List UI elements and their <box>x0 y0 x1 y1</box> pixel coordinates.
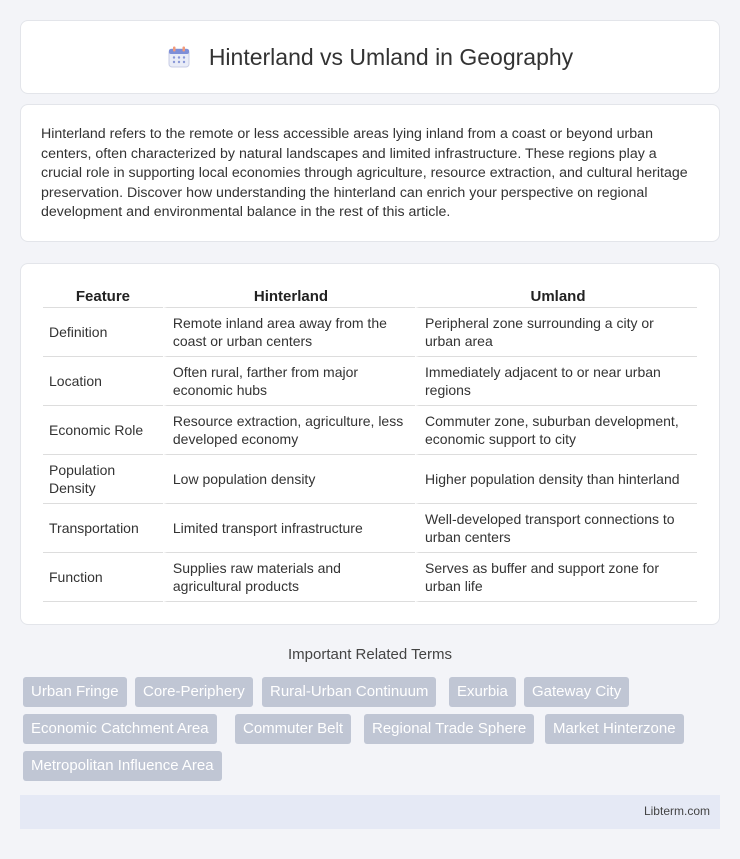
table-cell: Limited transport infrastructure <box>163 504 415 553</box>
table-cell: Economic Role <box>43 406 163 455</box>
table-cell: Serves as buffer and support zone for urban life <box>415 553 697 602</box>
table-cell: Resource extraction, agriculture, less developed economy <box>163 406 415 455</box>
tag-commuter-belt[interactable]: Commuter Belt <box>235 714 351 744</box>
footer <box>20 795 720 829</box>
table-row <box>43 357 697 406</box>
tag-metropolitan-influence-area[interactable]: Metropolitan Influence Area <box>23 751 222 781</box>
column-header-umland: Umland <box>415 286 697 308</box>
comparison-table-card <box>20 263 720 625</box>
intro-card <box>20 104 720 242</box>
tag-economic-catchment-area[interactable]: Economic Catchment Area <box>23 714 217 744</box>
column-header-feature: Feature <box>43 286 163 308</box>
tag-exurbia[interactable]: Exurbia <box>449 677 516 707</box>
table-cell: Higher population density than hinterland <box>415 455 697 504</box>
table-cell: Well-developed transport connections to urban centers <box>415 504 697 553</box>
page-title: Hinterland vs Umland in Geography <box>208 43 574 70</box>
table-cell: Transportation <box>43 504 163 553</box>
tag-rural-urban-continuum[interactable]: Rural-Urban Continuum <box>262 677 436 707</box>
table-cell: Low population density <box>163 455 415 504</box>
table-row <box>43 553 697 602</box>
table-cell: Remote inland area away from the coast or urban centers <box>163 308 415 357</box>
comparison-table <box>43 286 697 602</box>
column-header-hinterland: Hinterland <box>163 286 415 308</box>
table-cell: Commuter zone, suburban development, economic support to city <box>415 406 697 455</box>
tag-core-periphery[interactable]: Core-Periphery <box>135 677 253 707</box>
intro-text: Hinterland refers to the remote or less accessible areas lying inland from a coast or beyond urban centers, often characterized by natural landscapes and limited infrastructure. These regions play a crucial role in supporting local economies through agriculture, resource extraction, and cultural heritage preservation. Discover how understanding the hinterland can enrich your perspective on regional development and environmental balance in the rest of this article. <box>41 126 688 221</box>
calendar-icon <box>167 45 191 69</box>
table-row <box>43 455 697 504</box>
related-terms-title: Important Related Terms <box>288 646 452 663</box>
table-cell: Population Density <box>43 455 163 504</box>
footer-brand[interactable]: Libterm.com <box>643 804 710 818</box>
table-cell: Often rural, farther from major economic hubs <box>163 357 415 406</box>
title-card <box>20 20 720 94</box>
tag-regional-trade-sphere[interactable]: Regional Trade Sphere <box>364 714 534 744</box>
table-cell: Supplies raw materials and agricultural products <box>163 553 415 602</box>
table-cell: Function <box>43 553 163 602</box>
table-row <box>43 504 697 553</box>
tag-urban-fringe[interactable]: Urban Fringe <box>23 677 127 707</box>
table-cell: Immediately adjacent to or near urban regions <box>415 357 697 406</box>
tag-market-hinterzone[interactable]: Market Hinterzone <box>545 714 684 744</box>
table-cell: Peripheral zone surrounding a city or urban area <box>415 308 697 357</box>
table-row <box>43 308 697 357</box>
table-header-row <box>43 286 697 308</box>
table-cell: Location <box>43 357 163 406</box>
table-row <box>43 406 697 455</box>
table-cell: Definition <box>43 308 163 357</box>
tag-gateway-city[interactable]: Gateway City <box>524 677 629 707</box>
